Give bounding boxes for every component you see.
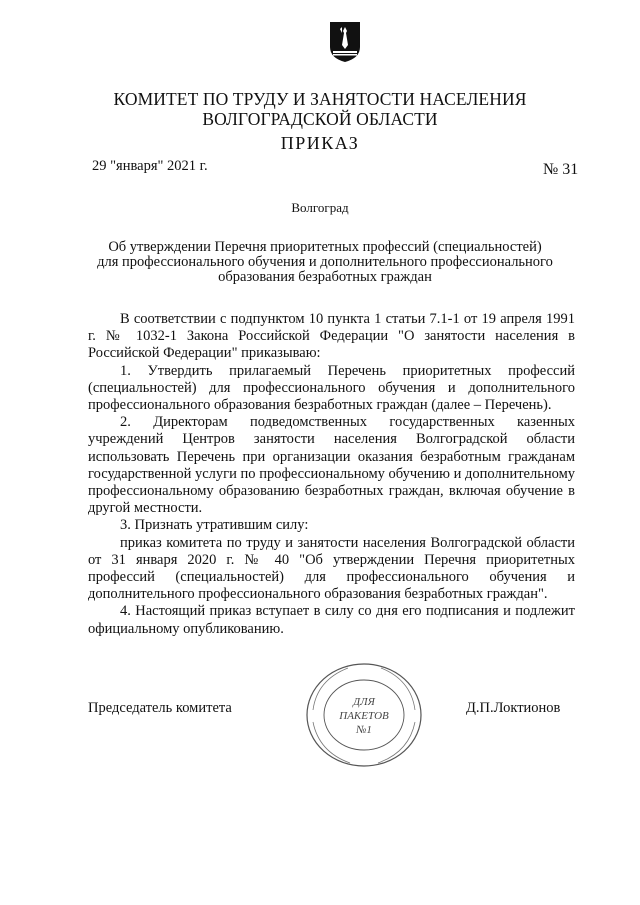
official-stamp — [303, 660, 425, 770]
preamble-paragraph: В соответствии с подпунктом 10 пункта 1 статьи 7.1-1 от 19 апреля 1991 г. № 1032-1 Закона Российской Федерации "О занятости населения в Российской Федерации" приказываю: — [88, 311, 575, 362]
stamp-line-3: №1 — [356, 724, 372, 736]
subject-line-1: Об утверждении Перечня приоритетных профессий (специальностей) — [108, 239, 542, 255]
clause-2-paragraph: 2. Директорам подведомственных государственных казенных учреждений Центров занятости населения Волгоградской области использовать Перечень при организации оказания безработным гражданам государственной услуги по профессиональному обучению и дополнительному профессиональному образованию безработных граждан, включая обучение в другой местности. — [88, 414, 575, 517]
organization-name — [0, 89, 640, 129]
stamp-line-1: ДЛЯ — [353, 696, 375, 708]
subject-line-2: для профессионального обучения и дополнительного профессионального — [97, 254, 553, 270]
clause-4-paragraph: 4. Настоящий приказ вступает в силу со дня его подписания и подлежит официальному опубликованию. — [88, 603, 575, 637]
clause-3-detail-paragraph: приказ комитета по труду и занятости населения Волгоградской области от 31 января 2020 г. № 40 "Об утверждении Перечня приоритетных профессий (специальностей) для профессионального обучения и дополнительного профессионального образования безработных граждан". — [88, 534, 575, 603]
clause-1-paragraph: 1. Утвердить прилагаемый Перечень приоритетных профессий (специальностей) для профессионального обучения и дополнительного профессионального образования безработных граждан (далее – Перечень). — [88, 362, 575, 414]
stamp-line-2: ПАКЕТОВ — [339, 710, 389, 722]
organization-line-1: КОМИТЕТ ПО ТРУДУ И ЗАНЯТОСТИ НАСЕЛЕНИЯ — [113, 89, 527, 109]
coat-of-arms-icon — [329, 21, 361, 63]
organization-line-2: ВОЛГОГРАДСКОЙ ОБЛАСТИ — [202, 109, 438, 129]
clause-3-paragraph: 3. Признать утратившим силу: — [120, 517, 309, 534]
signatory-position: Председатель комитета — [88, 700, 232, 716]
document-city: Волгоград — [291, 200, 349, 215]
document-date: 29 "января" 2021 г. — [92, 158, 208, 174]
document-body — [88, 311, 575, 638]
subject-line-3: образования безработных граждан — [218, 269, 432, 285]
document-subject — [70, 240, 580, 285]
document-number: № 31 — [543, 161, 579, 178]
document-type: ПРИКАЗ — [280, 133, 360, 153]
signatory-name: Д.П.Локтионов — [466, 700, 561, 716]
